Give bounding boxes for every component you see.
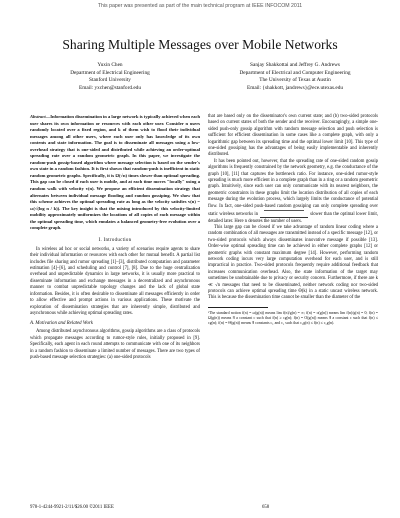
intro-paragraph-2: Among distributed asynchronous algorithms, gossip algorithms are a class of protocols which propagate messages according to rumor-style rules, initially proposed in [9]. Specifically, each agent in each round attempts to communicate with one of its neighbors in a random fashion to disseminate a limited number of messages. There are two types of push-based message selection strategies: (a) one-sided protocols xyxy=(30,329,200,360)
author-email: Email: {shakkott, jandrews}@ece.utexas.edu xyxy=(246,84,343,91)
footnote: ¹The standard notion f(n) = ω(g(n)) means lim f(n)/g(n) = ∞; f(n) = o(g(n)) means lim f(n)/g(n) = 0; f(n) = Ω(g(n)) means ∃ a constant c such that f(n) ≥ cg(n); f(n) = O(g(n)) means ∃ a constant c such that f(n) ≤ cg(n); f(n) = Θ(g(n)) means ∃ constants c₁ and c₂ such that c₁g(n) ≤ f(n) ≤ c₂g(n). xyxy=(208,310,378,326)
intro-paragraph-1: In wireless ad hoc or social networks, a variety of scenarios require agents to share their individual information or resources with each other for mutual benefit. A partial list includes file sharing and rumor spreading [1]–[3], distributed computation and parameter estimation [4]–[6], and scheduling and control [7], [8]. Due to the huge centralization overhead and unpredictable dynamics in large networks, it is usually more practical to disseminate information and exchange messages in a decentralized and asynchronous manner to combat unpredictable topology changes and the lack of global state information. Besides, it is often desirable to disseminate all messages efficiently in order to allow effective and prompt actions in various applications. These motivate the exploration of dissemination strategies that are inherently simple, distributed and asynchronous while achieving optimal spreading rates. xyxy=(30,246,200,316)
page-number: 658 xyxy=(262,505,270,510)
section-heading-introduction: I. Introduction xyxy=(98,237,132,243)
footnote-rule xyxy=(208,307,268,308)
author-block-2 xyxy=(205,62,385,92)
right-paragraph-2-part-a: It has been pointed out, however, that the spreading rate of one-sided random gossip algorithms is frequently constrained by the network geometry, e.g. the conductance of the graph [10], [11] that captures the bottleneck ratio. For instance, one-sided rumor-style spreading is much more efficient in a complete graph than in a ring or a random geometric graph. Intuitively, since each user can only communicate with its nearest neighbors, the geometric constraints in these graphs limit the location distribution of all copies of each message during the evolution process, which largely limits the conductance of potential flow. In fact, one-sided push-based random gossiping can only complete spreading over static wireless networks in xyxy=(208,158,378,218)
right-paragraph-2 xyxy=(208,159,378,225)
author-name: Sanjay Shakkottai and Jeffrey G. Andrews xyxy=(250,62,340,68)
author-university: Stanford University xyxy=(89,77,131,84)
author-department: Department of Electrical and Computer Engineering xyxy=(239,69,351,76)
abstract-lead: Abstract xyxy=(30,114,46,119)
left-column xyxy=(30,114,200,361)
abstract-text: —Information dissemination in a large network is typically achieved when each user shares its own information or resources with each other user. Consider n users randomly located over a fixed region, and k of them wish to flood their individual messages among all other users, where each user only has knowledge of its own contents and state information. The goal is to disseminate all messages using a low-overhead strategy that is one-sided and distributed while achieving an order-optimal spreading rate over a random geometric graph. In this paper, we investigate the random-push gossip-based algorithm where message selection is based on the sender's own state in a random fashion. It is first shown that random-push is inefficient in static random geometric graphs. Specifically, it is Ω(√n) times slower than optimal spreading. This gap can be closed if each user is mobile, and at each time moves "locally" using a random walk with velocity v(n). We propose an efficient dissemination strategy that alternates between individual message flooding and random gossiping. We show that this scheme achieves the optimal spreading rate as long as the velocity satisfies v(n) = ω(√(log n / k)). The key insight is that the mixing introduced by this velocity-limited mobility approximately uniformizes the locations of all copies of each message within the optimal spreading time, which emulates a balanced geometry-free evolution over a complete graph. xyxy=(30,114,201,231)
author-university: The University of Texas at Austin xyxy=(259,77,331,84)
copyright-line: 978-1-4244-9921-2/11/$26.00 ©2011 IEEE xyxy=(30,505,114,510)
inline-formula xyxy=(260,210,308,218)
right-paragraph-2-part-b: slower than the optimal lower limit, detailed later. Here n denotes the number of users. xyxy=(208,212,378,224)
author-department: Department of Electrical Engineering xyxy=(70,69,150,76)
author-block-1 xyxy=(20,62,200,92)
right-paragraph-1: that are based only on the disseminator's own current state; and (b) two-sided protocols based on current states of both the sender and the receiver. Encouragingly, a simple one-sided push-only gossip algorithm with random message selection and push selection is sufficient for efficient dissemination in some cases like a complete graph, with only a logarithmic gap between its spreading time and the optimal lower limit [10]. This type of one-sided gossiping has the advantages of being easily implementable and inherently distributed. xyxy=(208,114,378,158)
right-column xyxy=(208,114,378,326)
author-email: Email: yxchen@stanford.edu xyxy=(79,84,141,91)
conference-banner: This paper was presented as part of the main technical program at IEEE INFOCOM 2011 xyxy=(97,3,303,9)
right-paragraph-3: This large gap can be closed if we take advantage of random linear coding where a random combination of all messages are transmitted instead of a specific message [12], or two-sided protocols which always disseminates innovative message if possible [13]. Order-wise optimal spreading time can be achieved in either complete graphs [12] or geometric graphs with constant maximum degree [14]. However, performing random network coding incurs very large computation overhead for each user, and is still impractical in practice. Two-sided protocols frequently require additional feedback that increases communication overhead. Also, the state information of the target may sometimes be unobtainable due to privacy or security concern. Furthermore, if there are k ≪ √n messages that need to be disseminated, neither network coding nor two-sided protocols can achieve optimal spreading time Θ(k) in a static uncast wireless network. This is because the dissemination time cannot be smaller than the diameter of the xyxy=(208,224,378,301)
subsection-heading-motivation: A. Motivation and Related Work xyxy=(30,321,93,327)
abstract xyxy=(30,114,200,232)
paper-title: Sharing Multiple Messages over Mobile Networks xyxy=(62,37,338,52)
author-name: Yuxin Chen xyxy=(97,62,123,68)
